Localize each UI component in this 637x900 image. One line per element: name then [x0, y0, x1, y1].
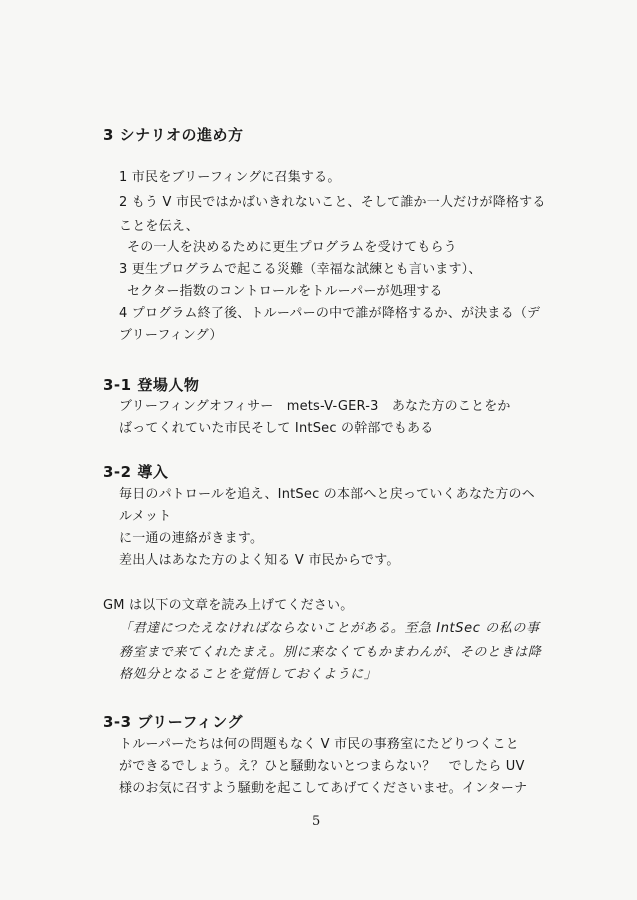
step-line: 4 プログラム終了後、トルーパーの中で誰が降格するか、が決まる（デ	[119, 306, 541, 321]
section-3-2-heading: 3-2 導入	[103, 463, 169, 481]
quote-line: 格処分となることを覚悟しておくように」	[119, 667, 378, 682]
section-3-1-heading: 3-1 登場人物	[103, 376, 200, 394]
step-line: その一人を決めるために更生プログラムを受けてもらう	[127, 240, 457, 255]
body-line: 差出人はあなた方のよく知る V 市民からです。	[119, 553, 400, 568]
step-line: 1 市民をブリーフィングに召集する。	[119, 170, 341, 185]
step-line: 2 もう V 市民ではかばいきれないこと、そして誰か一人だけが降格する	[119, 195, 546, 210]
step-line: ことを伝え、	[119, 219, 199, 234]
step-line: 3 更生プログラムで起こる災難（幸福な試練とも言います）、	[119, 262, 482, 277]
body-line: ルメット	[119, 509, 172, 524]
section-3-heading: 3 シナリオの進め方	[103, 126, 244, 144]
step-line: セクター指数のコントロールをトルーパーが処理する	[127, 284, 443, 299]
body-line: に一通の連絡がきます。	[119, 531, 264, 546]
quote-line: 「君達につたえなければならないことがある。至急 IntSec の私の事	[119, 621, 540, 636]
body-line: トルーパーたちは何の問題もなく V 市民の事務室にたどりつくこと	[119, 737, 519, 752]
body-line: ができるでしょう。え？ひと騒動ないとつまらない？ でしたら UV	[119, 759, 525, 774]
gm-note: GM は以下の文章を読み上げてください。	[103, 598, 354, 613]
body-line: 様のお気に召すよう騒動を起こしてあげてくださいませ。インターナ	[119, 781, 528, 796]
body-line: ばってくれていた市民そして IntSec の幹部でもある	[119, 421, 434, 436]
page-number: 5	[312, 814, 321, 829]
body-line: 毎日のパトロールを追え、IntSec の本部へと戻っていくあなた方のヘ	[119, 487, 535, 502]
step-line: ブリーフィング）	[119, 328, 223, 343]
body-line: ブリーフィングオフィサー mets-V-GER-3 あなた方のことをか	[119, 399, 511, 414]
quote-line: 務室まで来てくれたまえ。別に来なくてもかまわんが、そのときは降	[119, 645, 542, 660]
section-3-3-heading: 3-3 ブリーフィング	[103, 713, 243, 731]
